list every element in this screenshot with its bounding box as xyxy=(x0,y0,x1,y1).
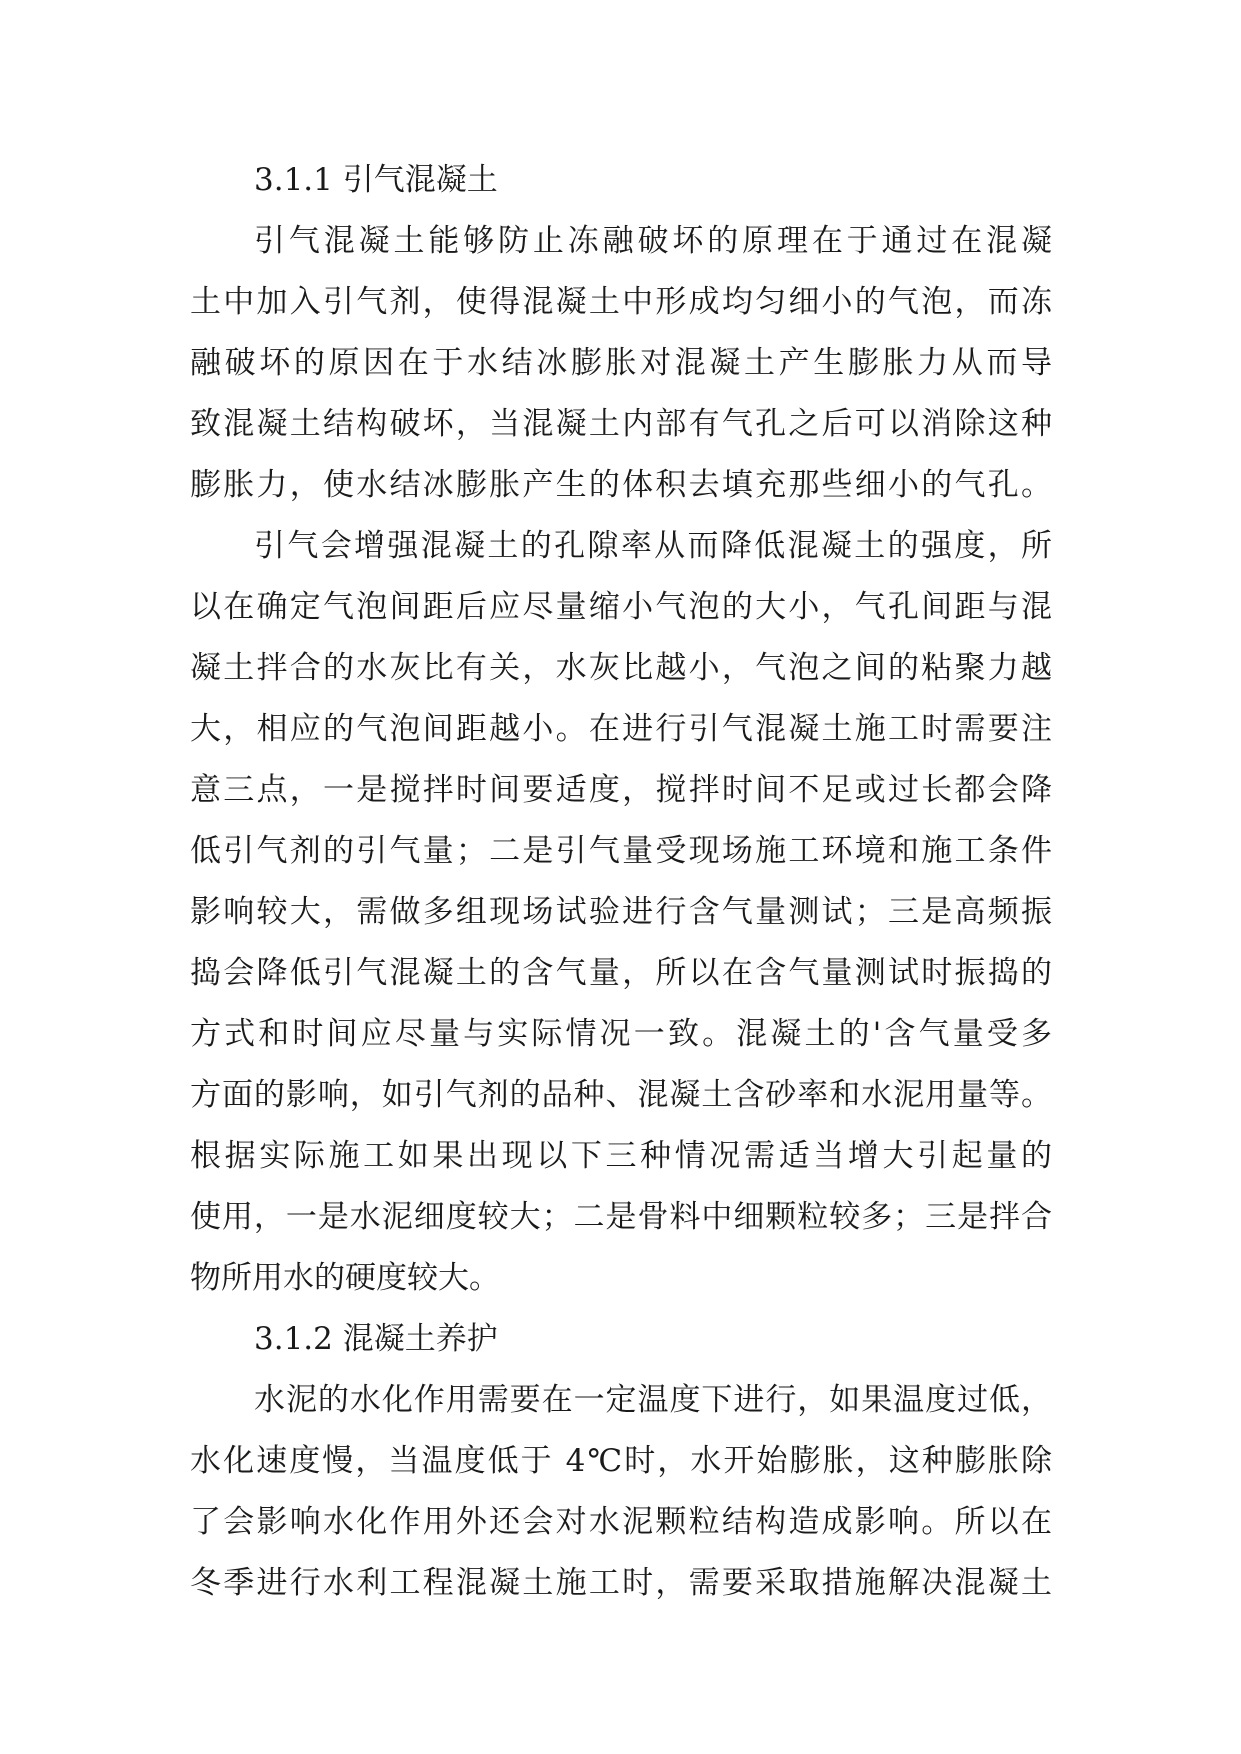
paragraph-line: 意三点，一是搅拌时间要适度，搅拌时间不足或过长都会降 xyxy=(190,772,1052,808)
paragraph-line: 方面的影响，如引气剂的品种、混凝土含砂率和水泥用量等。 xyxy=(190,1077,1052,1113)
document-page xyxy=(190,150,1052,1614)
paragraph-line: 大，相应的气泡间距越小。在进行引气混凝土施工时需要注 xyxy=(190,711,1052,747)
section-heading: 3.1.2 混凝土养护 xyxy=(254,1321,498,1357)
paragraph-line: 以在确定气泡间距后应尽量缩小气泡的大小，气孔间距与混 xyxy=(190,589,1052,625)
paragraph-line: 融破坏的原因在于水结冰膨胀对混凝土产生膨胀力从而导 xyxy=(190,345,1052,381)
paragraph xyxy=(190,1370,1052,1614)
paragraph-line: 冬季进行水利工程混凝土施工时，需要采取措施解决混凝土 xyxy=(190,1565,1052,1601)
paragraph xyxy=(190,516,1052,1309)
paragraph-line: 引气会增强混凝土的孔隙率从而降低混凝土的强度，所 xyxy=(254,528,1052,564)
paragraph-line: 使用，一是水泥细度较大；二是骨料中细颗粒较多；三是拌合 xyxy=(190,1199,1052,1235)
paragraph-line: 物所用水的硬度较大。 xyxy=(190,1260,500,1296)
paragraph-line: 土中加入引气剂，使得混凝土中形成均匀细小的气泡，而冻 xyxy=(190,284,1052,320)
paragraph-line: 方式和时间应尽量与实际情况一致。混凝土的'含气量受多 xyxy=(190,1016,1052,1052)
paragraph xyxy=(190,211,1052,516)
paragraph-line: 引气混凝土能够防止冻融破坏的原理在于通过在混凝 xyxy=(254,223,1052,259)
paragraph-line: 膨胀力，使水结冰膨胀产生的体积去填充那些细小的气孔。 xyxy=(190,467,1052,503)
paragraph-line: 根据实际施工如果出现以下三种情况需适当增大引起量的 xyxy=(190,1138,1052,1174)
section-heading: 3.1.1 引气混凝土 xyxy=(254,162,498,198)
paragraph-line: 凝土拌合的水灰比有关，水灰比越小，气泡之间的粘聚力越 xyxy=(190,650,1052,686)
paragraph-line: 水泥的水化作用需要在一定温度下进行，如果温度过低， xyxy=(254,1382,1052,1418)
paragraph-line: 低引气剂的引气量；二是引气量受现场施工环境和施工条件 xyxy=(190,833,1052,869)
paragraph-line: 致混凝土结构破坏，当混凝土内部有气孔之后可以消除这种 xyxy=(190,406,1052,442)
paragraph-line: 了会影响水化作用外还会对水泥颗粒结构造成影响。所以在 xyxy=(190,1504,1052,1540)
paragraph-line: 影响较大，需做多组现场试验进行含气量测试；三是高频振 xyxy=(190,894,1052,930)
paragraph-line: 水化速度慢，当温度低于 4℃时，水开始膨胀，这种膨胀除 xyxy=(190,1443,1052,1479)
paragraph-line: 捣会降低引气混凝土的含气量，所以在含气量测试时振捣的 xyxy=(190,955,1052,991)
